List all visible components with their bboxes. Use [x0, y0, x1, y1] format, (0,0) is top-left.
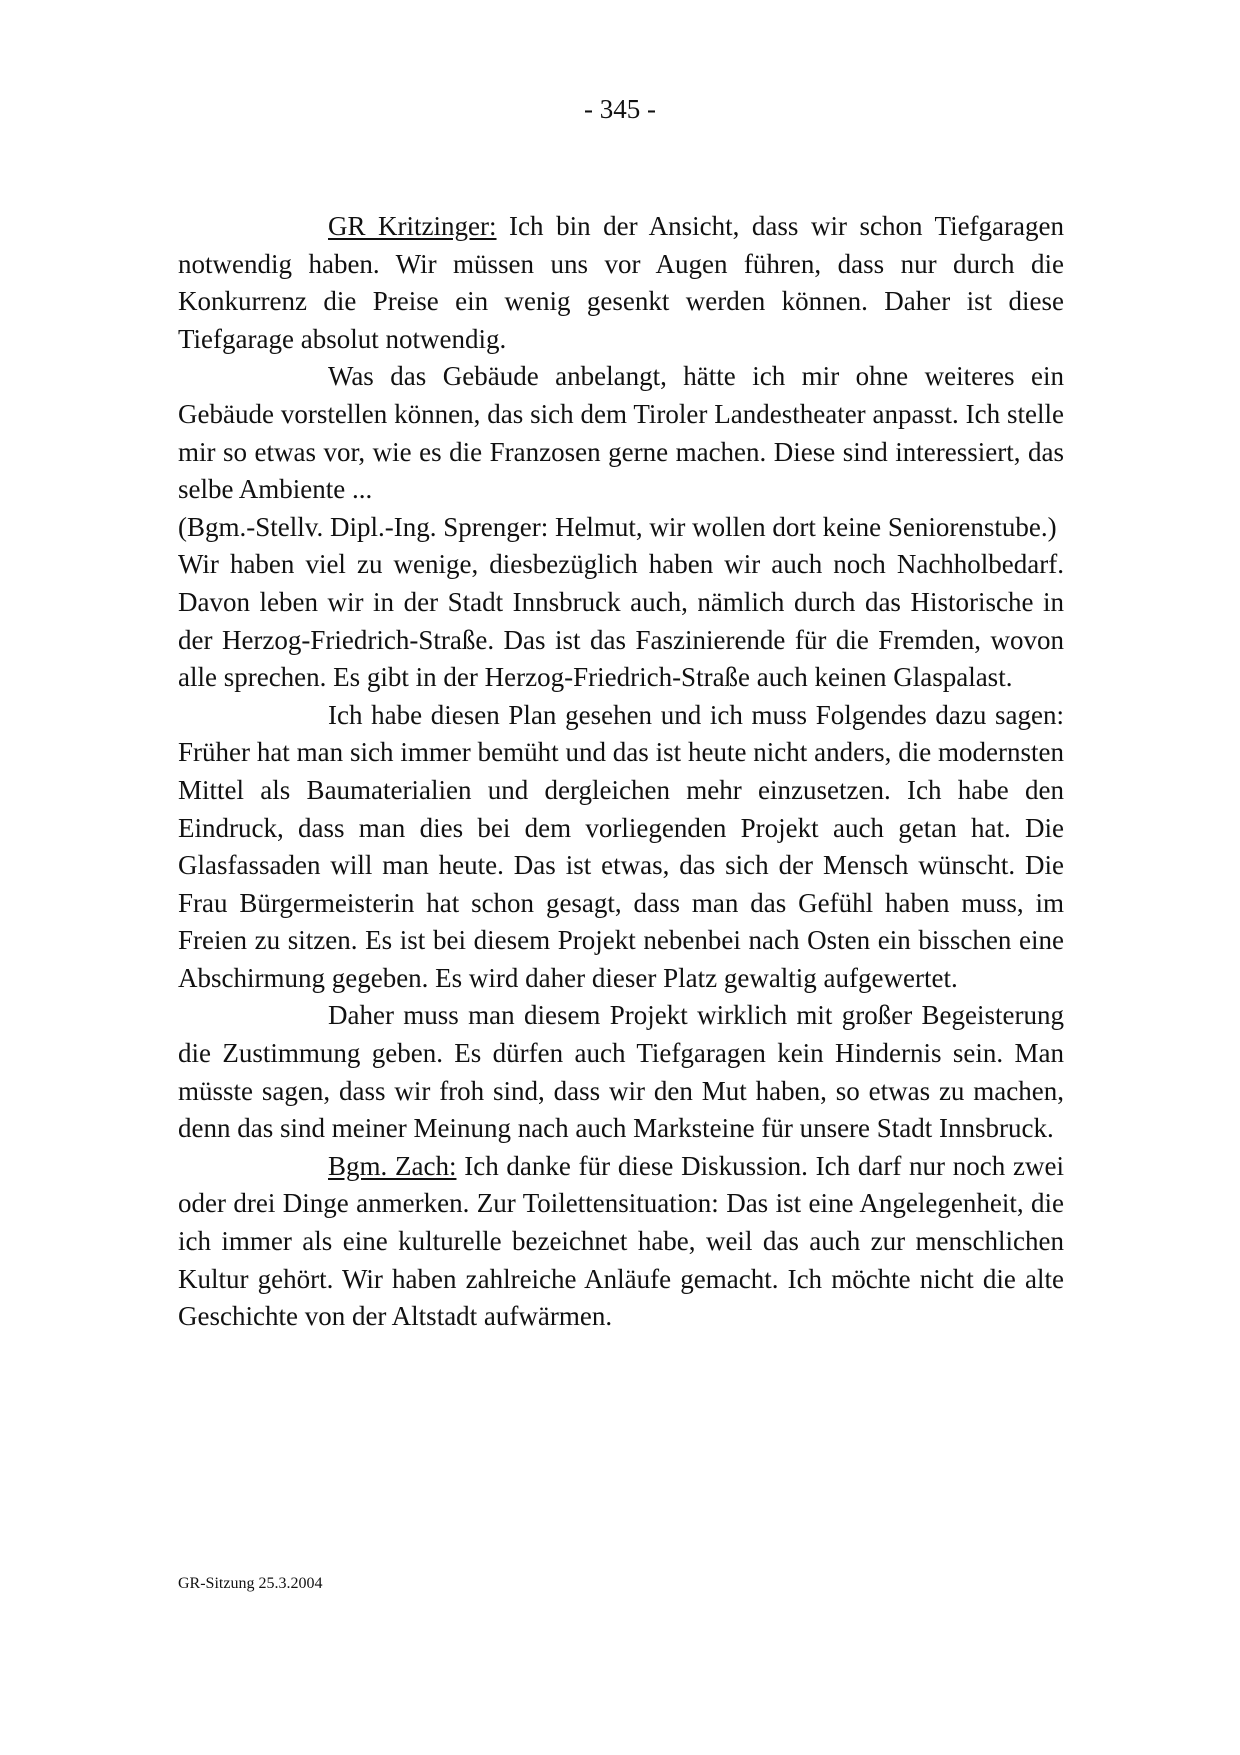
document-body	[178, 208, 1064, 1336]
paragraph-text: Ich bin der Ansicht, dass wir schon Tiefgaragen notwendig haben. Wir müssen uns vor Augen führen, dass nur durch die Konkurrenz die Preise ein wenig gesenkt werden können. Daher ist diese Tiefgarage absolut notwendig.	[178, 211, 1064, 354]
paragraph-zach	[178, 1148, 1064, 1336]
paragraph-building: Was das Gebäude anbelangt, hätte ich mir ohne weiteres ein Gebäude vorstellen können, das sich dem Tiroler Landestheater anpasst. Ich stelle mir so etwas vor, wie es die Franzosen gerne machen. Diese sind interessiert, das selbe Ambiente ...	[178, 361, 1064, 505]
paragraph-kritzinger-intro	[178, 208, 1064, 358]
paragraph-continuation: Wir haben viel zu wenige, diesbezüglich haben wir auch noch Nachholbedarf. Davon leben wir in der Stadt Innsbruck auch, nämlich durch das Historische in der Herzog-Friedrich-Straße. Das ist das Faszinierende für die Fremden, wovon alle sprechen. Es gibt in der Herzog-Friedrich-Straße auch keinen Glaspalast.	[178, 549, 1064, 693]
paragraph-plan: Ich habe diesen Plan gesehen und ich muss Folgendes dazu sagen: Früher hat man sich immer bemüht und das ist heute nicht anders, die modernsten Mittel als Baumaterialien und dergleichen mehr einzusetzen. Ich habe den Eindruck, dass man dies bei dem vorliegenden Projekt auch getan hat. Die Glasfassaden will man heute. Das ist etwas, das sich der Mensch wünscht. Die Frau Bürgermeisterin hat schon gesagt, dass man das Gefühl haben muss, im Freien zu sitzen. Es ist bei diesem Projekt nebenbei nach Osten ein bisschen eine Abschirmung gegeben. Es wird daher dieser Platz gewaltig aufgewertet.	[178, 699, 1064, 993]
speaker-name: GR Kritzinger:	[328, 211, 497, 241]
page-number: - 345 -	[584, 94, 656, 124]
speaker-name: Bgm. Zach:	[328, 1150, 457, 1181]
paragraph-text: Ich danke für diese Diskussion. Ich darf nur noch zwei oder drei Dinge anmerken. Zur Toilettensituation: Das ist eine Angelegenheit, die ich immer als eine kulturelle bezeichnet habe, weil das auch zur menschlichen Kultur gehört. Wir haben zahlreiche Anläufe gemacht. Ich möchte nicht die alte Geschichte von der Altstadt aufwärmen.	[178, 1150, 1064, 1332]
paragraph-conclusion: Daher muss man diesem Projekt wirklich mit großer Begeisterung die Zustimmung geben. Es dürfen auch Tiefgaragen kein Hindernis sein. Man müsste sagen, dass wir froh sind, dass wir den Mut haben, so etwas zu machen, denn das sind meiner Meinung nach auch Marksteine für unsere Stadt Innsbruck.	[178, 1000, 1064, 1144]
interjection-sprenger: (Bgm.-Stellv. Dipl.-Ing. Sprenger: Helmut, wir wollen dort keine Seniorenstube.)	[178, 511, 1057, 542]
page-footer: GR-Sitzung 25.3.2004	[178, 1575, 323, 1592]
